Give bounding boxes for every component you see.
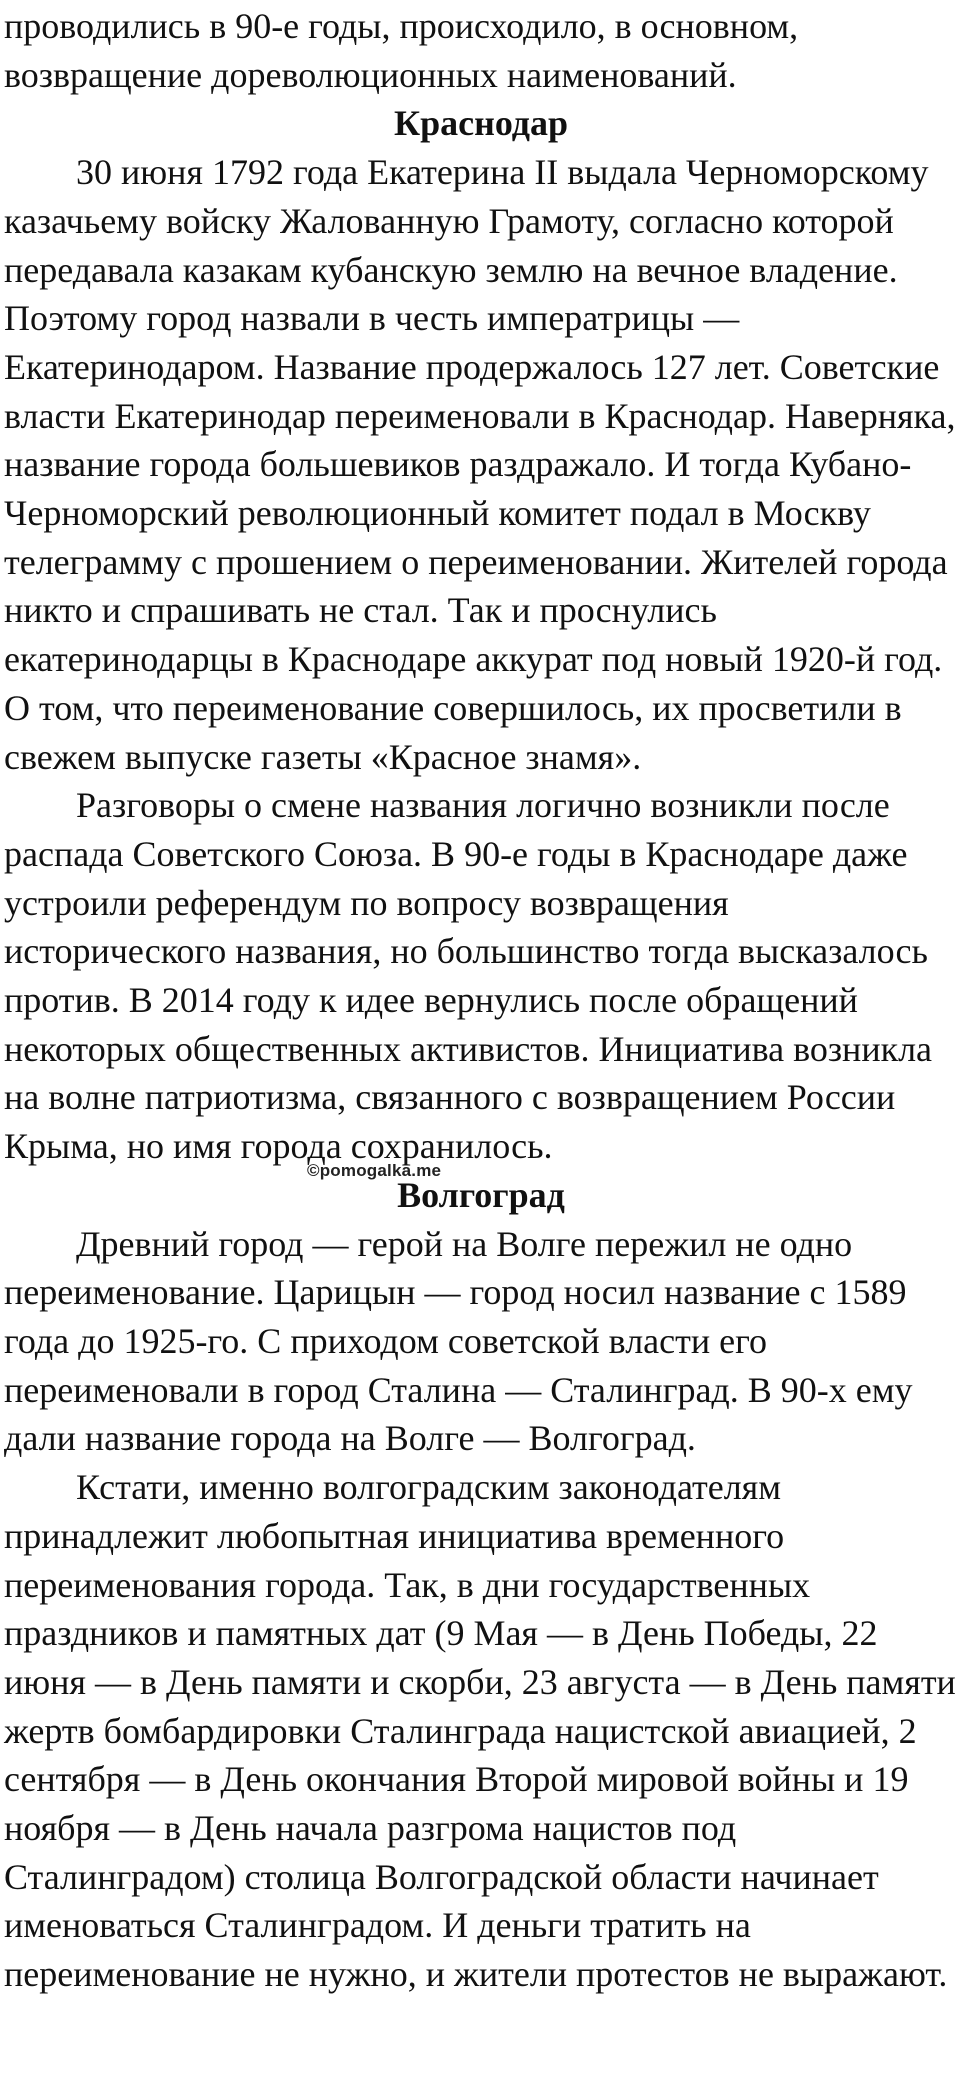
intro-paragraph: проводились в 90-е годы, происходило, в основном, возвращение дореволюционных наименований.	[4, 6, 799, 95]
volgograd-paragraph-2: Кстати, именно волгоградским законодателям принадлежит любопытная инициатива временного переименования города. Так, в дни государственных праздников и памятных дат (9 Мая — в День Победы, 22 июня — в День памяти и скорби, 23 августа — в День памяти жертв бомбардировки Сталинграда нацистской авиацией, 2 сентября — в День окончания Второй мировой войны и 19 ноября — в День начала разгрома нацистов под Сталинградом) столица Волгоградской области начинает именоваться Сталинградом. И деньги тратить на переименование не нужно, и жители протестов не выражают.	[4, 1467, 956, 1995]
watermark-text: ©pomogalka.me	[307, 1161, 442, 1180]
krasnodar-paragraph-2: Разговоры о смене названия логично возникли после распада Советского Союза. В 90-е годы в Краснодаре даже устроили референдум по вопросу возвращения исторического названия, но большинство тогда высказалось против. В 2014 году к идее вернулись после обращений некоторых общественных активистов. Инициатива возникла на волне патриотизма, связанного с возвращением России Крыма, но имя города сохранилось.	[4, 785, 933, 1167]
section-heading-volgograd: Волгоград	[397, 1174, 565, 1215]
volgograd-paragraph-1: Древний город — герой на Волге пережил не одно переименование. Царицын — город носил название с 1589 года до 1925-го. С приходом советской власти его переименовали в город Сталина — Сталинград. В 90-х ему дали название города на Волге — Волгоград.	[4, 1223, 913, 1459]
document-page	[4, 2, 958, 1999]
section-heading-krasnodar: Краснодар	[393, 103, 569, 144]
krasnodar-paragraph-1: 30 июня 1792 года Екатерина II выдала Черноморскому казачьему войску Жалованную Грамоту, согласно которой передавала казакам кубанскую землю на вечное владение. Поэтому город назвали в честь императрицы — Екатеринодаром. Название продержалось 127 лет. Советские власти Екатеринодар переименовали в Краснодар. Наверняка, название города большевиков раздражало. И тогда Кубано-Черноморский революционный комитет подал в Москву телеграмму с прошением о переименовании. Жителей города никто и спрашивать не стал. Так и проснулись екатеринодарцы в Краснодаре аккурат под новый 1920-й год. О том, что переименование совершилось, их просветили в свежем выпуске газеты «Красное знамя».	[4, 152, 956, 777]
